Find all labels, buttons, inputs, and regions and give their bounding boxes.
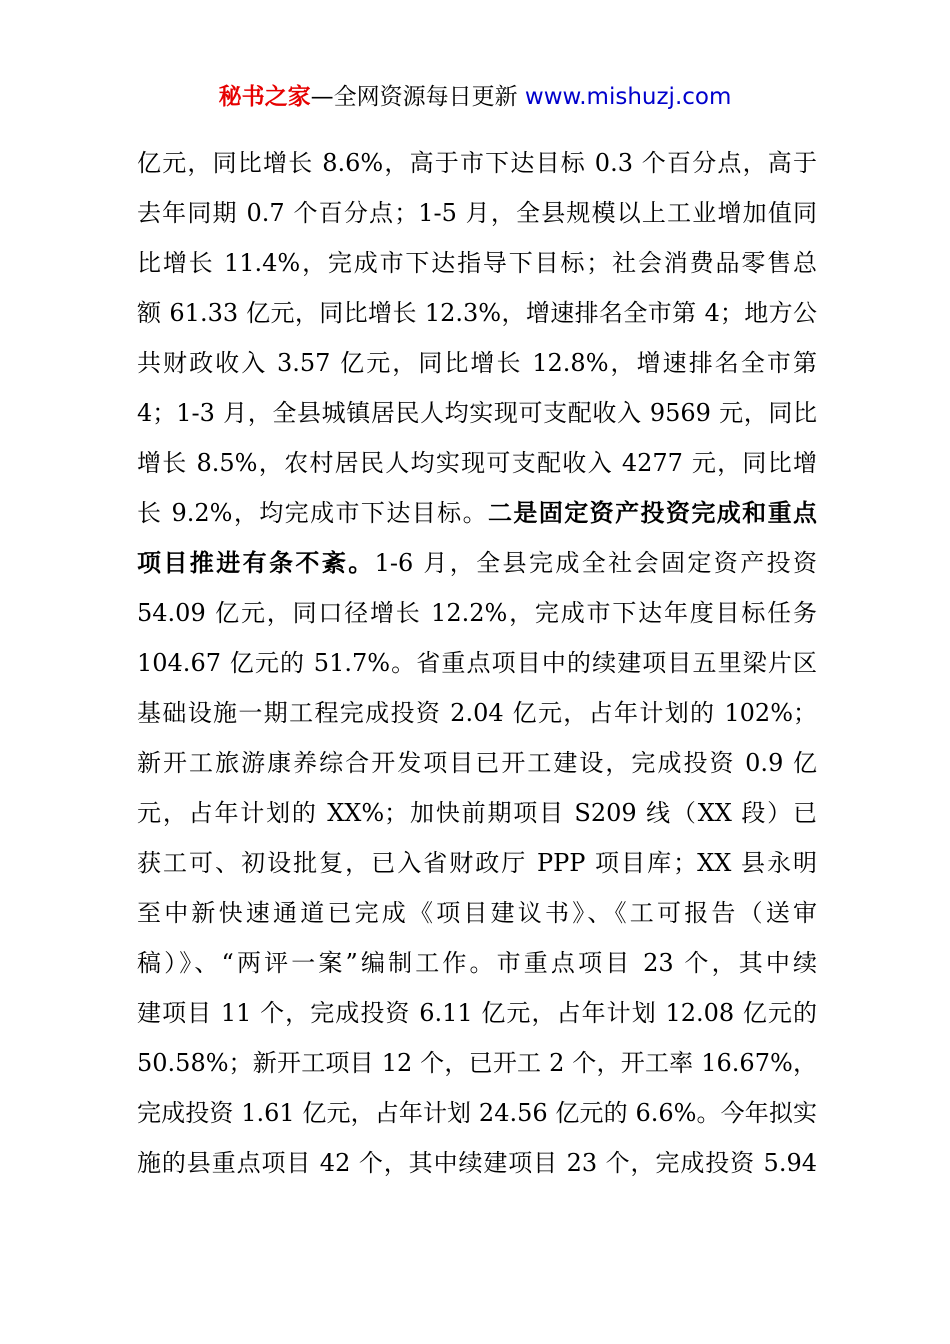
text-line: 去年同期 0.7 个百分点；1-5 月，全县规模以上工业增加值同 xyxy=(137,199,817,227)
bold-heading-segment: 项目推进有条不紊。 xyxy=(137,548,375,577)
text-line: 建项目 11 个，完成投资 6.11 亿元，占年计划 12.08 亿元的 xyxy=(137,999,817,1027)
header-tagline: —全网资源每日更新 xyxy=(310,84,525,110)
text-line: 至中新快速通道已完成《项目建议书》、《工可报告（送审 xyxy=(137,899,817,927)
text-line: 共财政收入 3.57 亿元，同比增长 12.8%，增速排名全市第 xyxy=(137,349,817,377)
text-line: 稿）》、“两评一案”编制工作。市重点项目 23 个，其中续 xyxy=(137,949,817,977)
text-segment: 1-6 月，全县完成全社会固定资产投资 xyxy=(374,549,818,577)
text-line: 比增长 11.4%，完成市下达指导下目标；社会消费品零售总 xyxy=(137,249,817,277)
text-line: 增长 8.5%，农村居民人均实现可支配收入 4277 元，同比增 xyxy=(137,449,817,477)
text-line: 50.58%；新开工项目 12 个，已开工 2 个，开工率 16.67%， xyxy=(137,1049,817,1077)
text-line: 施的县重点项目 42 个，其中续建项目 23 个，完成投资 5.94 xyxy=(137,1149,817,1177)
text-line: 54.09 亿元，同口径增长 12.2%，完成市下达年度目标任务 xyxy=(137,599,817,627)
body-paragraph xyxy=(137,138,817,1188)
header-brand: 秘书之家 xyxy=(218,84,311,110)
text-line: 额 61.33 亿元，同比增长 12.3%，增速排名全市第 4；地方公 xyxy=(137,299,817,327)
text-segment: 长 9.2%，均完成市下达目标。 xyxy=(137,499,489,527)
text-line-mixed xyxy=(137,488,817,538)
text-line: 4；1-3 月，全县城镇居民人均实现可支配收入 9569 元，同比 xyxy=(137,399,817,427)
text-line: 104.67 亿元的 51.7%。省重点项目中的续建项目五里梁片区 xyxy=(137,649,817,677)
text-line-mixed xyxy=(137,538,817,588)
text-line: 元，占年计划的 XX%；加快前期项目 S209 线（XX 段）已 xyxy=(137,799,817,827)
text-line: 亿元，同比增长 8.6%，高于市下达目标 0.3 个百分点，高于 xyxy=(137,149,817,177)
header-url-link[interactable]: www.mishuzj.com xyxy=(524,84,732,110)
bold-heading-segment: 二是固定资产投资完成和重点 xyxy=(488,498,818,527)
text-line: 获工可、初设批复，已入省财政厅 PPP 项目库；XX 县永明 xyxy=(137,849,817,877)
text-line: 基础设施一期工程完成投资 2.04 亿元，占年计划的 102%； xyxy=(137,699,817,727)
text-line: 新开工旅游康养综合开发项目已开工建设，完成投资 0.9 亿 xyxy=(137,749,817,777)
page-header xyxy=(0,80,950,114)
text-line: 完成投资 1.61 亿元，占年计划 24.56 亿元的 6.6%。今年拟实 xyxy=(137,1099,817,1127)
